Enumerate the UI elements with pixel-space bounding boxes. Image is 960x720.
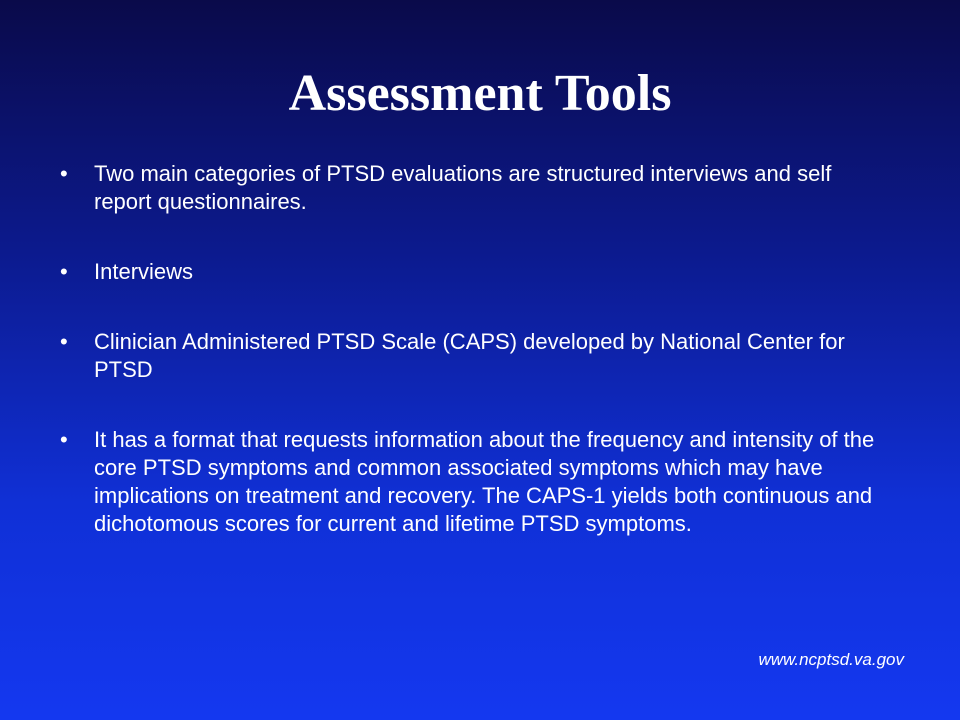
bullet-text: Clinician Administered PTSD Scale (CAPS) developed by National Center for PTSD [94, 329, 845, 382]
bullet-marker: • [60, 427, 68, 452]
bullet-list [60, 160, 880, 580]
bullet-marker: • [60, 329, 68, 354]
bullet-text: Interviews [94, 259, 194, 284]
bullet-item-4 [60, 426, 880, 538]
bullet-text: Two main categories of PTSD evaluations are structured interviews and self report questionnaires. [94, 161, 832, 214]
bullet-item-2 [60, 258, 880, 286]
source-url[interactable]: www.ncptsd.va.gov [758, 650, 904, 669]
bullet-marker: • [60, 161, 68, 186]
bullet-text: It has a format that requests information about the frequency and intensity of the core PTSD symptoms and common associated symptoms which may have implications on treatment and recovery. The CAPS-1 yields both continuous and dichotomous scores for current and lifetime PTSD symptoms. [94, 427, 875, 536]
bullet-marker: • [60, 259, 68, 284]
bullet-item-1 [60, 160, 880, 216]
bullet-item-3 [60, 328, 880, 384]
slide-title: Assessment Tools [288, 65, 672, 122]
